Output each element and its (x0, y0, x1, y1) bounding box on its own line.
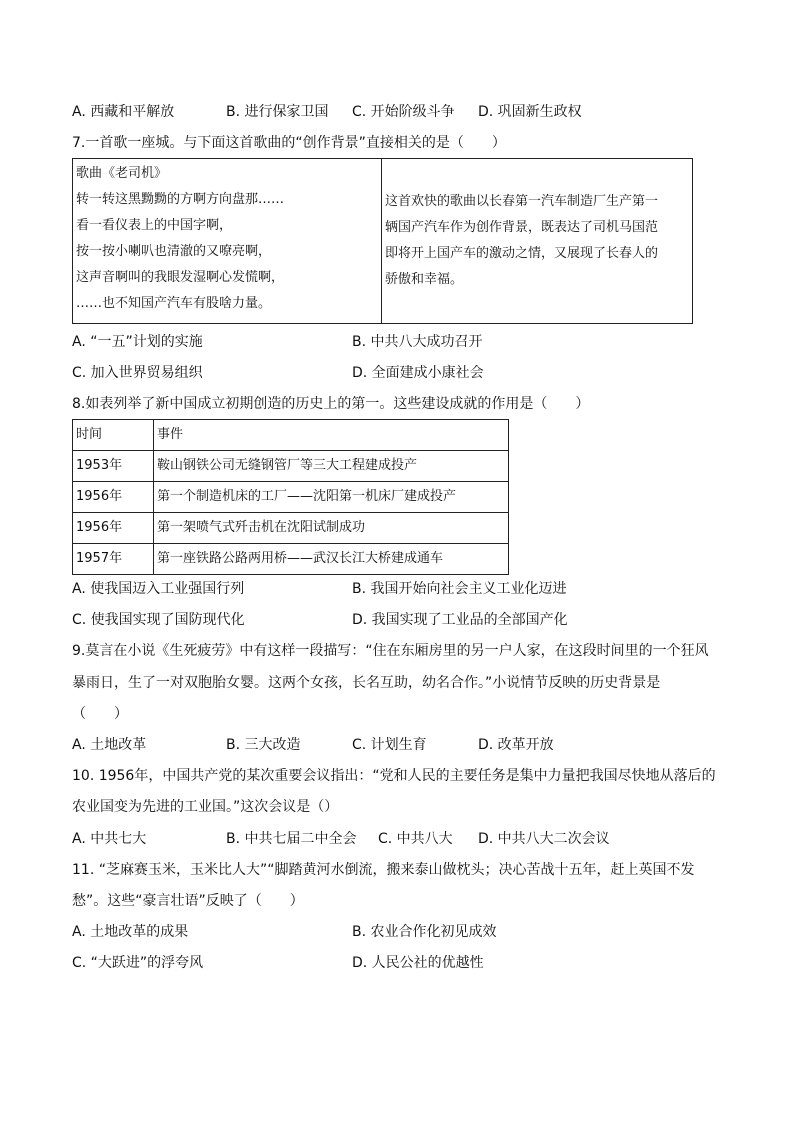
table-cell-time: 1956年 (73, 482, 154, 513)
q10-option-a: A. 中共七大 (72, 831, 147, 847)
q7-background-line: 辆国产汽车作为创作背景，既表达了司机马国范 (385, 220, 659, 235)
q9-stem-line: 9.莫言在小说《生死疲劳》中有这样一段描写：“住在东厢房里的另一户人家，在这段时间里的一个狂风 (72, 643, 709, 659)
table-cell-time: 1956年 (73, 513, 154, 544)
q8-option-d: D. 我国实现了工业品的全部国产化 (352, 612, 568, 628)
q7-song-line: 这声音啊叫的我眼发湿啊心发慌啊， (76, 270, 285, 285)
q9-option-b: B. 三大改造 (226, 737, 301, 753)
q7-option-b: B. 中共八大成功召开 (352, 334, 483, 350)
q8-table (72, 419, 509, 575)
q7-background-cell (382, 159, 693, 324)
q10-option-b: B. 中共七届二中全会 (226, 831, 357, 847)
q11-stem-line: 愁”。这些“豪言壮语”反映了（ ） (72, 893, 304, 909)
q7-song-line: 看一看仪表上的中国字啊， (76, 218, 233, 233)
q7-song-line: ……也不知国产汽车有股啥力量。 (76, 296, 272, 311)
table-cell-time: 1957年 (73, 544, 154, 575)
table-cell-event: 第一个制造机床的工厂——沈阳第一机床厂建成投产 (154, 482, 509, 513)
q10-stem-line: 10. 1956年，中国共产党的某次重要会议指出：“党和人民的主要任务是集中力量把我国尽快地从落后的 (72, 768, 716, 784)
table-cell-event: 第一架喷气式歼击机在沈阳试制成功 (154, 513, 509, 544)
q7-option-c: C. 加入世界贸易组织 (72, 365, 203, 381)
q11-option-b: B. 农业合作化初见成效 (352, 924, 497, 940)
table-header-cell: 事件 (154, 420, 509, 451)
table-cell-event: 鞍山钢铁公司无缝钢管厂等三大工程建成投产 (154, 451, 509, 482)
q9-option-a: A. 土地改革 (72, 737, 147, 753)
q7-song-title: 歌曲《老司机》 (76, 166, 168, 181)
q11-option-c: C. “大跃进”的浮夸风 (72, 955, 204, 971)
table-row (73, 482, 509, 513)
table-row (73, 513, 509, 544)
table-header-row (73, 420, 509, 451)
q6-option-a: A. 西藏和平解放 (72, 104, 175, 120)
q10-option-c: C. 中共八大 (378, 831, 453, 847)
q9-option-d: D. 改革开放 (478, 737, 554, 753)
q6-option-d: D. 巩固新生政权 (478, 104, 582, 120)
q11-stem-line: 11. “芝麻赛玉米，玉米比人大”“脚踏黄河水倒流，搬来泰山做枕头；决心苦战十五年，赶上英国不发 (72, 862, 695, 878)
table-row (73, 451, 509, 482)
q7-background-line: 即将开上国产车的激动之情，又展现了长春人的 (385, 246, 659, 261)
q7-stem: 7.一首歌一座城。与下面这首歌曲的“创作背景”直接相关的是（ ） (72, 135, 506, 151)
q7-song-table (72, 158, 693, 324)
q8-stem: 8.如表列举了新中国成立初期创造的历史上的第一。这些建设成就的作用是（ ） (72, 396, 590, 412)
q7-option-a: A. “一五”计划的实施 (72, 334, 203, 350)
q9-stem-line: （ ） (72, 706, 128, 722)
q11-option-a: A. 土地改革的成果 (72, 924, 189, 940)
q9-stem-line: 暴雨日，生了一对双胞胎女婴。这两个女孩，长名互助，幼名合作。”小说情节反映的历史背景是 (72, 675, 661, 691)
q8-option-b: B. 我国开始向社会主义工业化迈进 (352, 581, 567, 597)
q10-stem-line: 农业国变为先进的工业国。”这次会议是（） (72, 799, 339, 815)
table-header-cell: 时间 (73, 420, 154, 451)
table-cell-event: 第一座铁路公路两用桥——武汉长江大桥建成通车 (154, 544, 509, 575)
q10-option-d: D. 中共八大二次会议 (478, 831, 610, 847)
q6-option-c: C. 开始阶级斗争 (352, 104, 455, 120)
q8-option-c: C. 使我国实现了国防现代化 (72, 612, 245, 628)
q9-option-c: C. 计划生育 (352, 737, 427, 753)
q7-song-line: 转一转这黑黝黝的方啊方向盘那…… (76, 192, 285, 207)
q6-option-b: B. 进行保家卫国 (226, 104, 329, 120)
table-row (73, 544, 509, 575)
q7-background-line: 骄傲和幸福。 (385, 272, 464, 287)
q7-song-cell (73, 159, 382, 324)
table-cell-time: 1953年 (73, 451, 154, 482)
q7-background-line: 这首欢快的歌曲以长春第一汽车制造厂生产第一 (385, 194, 659, 209)
q7-song-line: 按一按小喇叭也清澈的又嘹亮啊， (76, 244, 272, 259)
q7-option-d: D. 全面建成小康社会 (352, 365, 484, 381)
q11-option-d: D. 人民公社的优越性 (352, 955, 484, 971)
q8-option-a: A. 使我国迈入工业强国行列 (72, 581, 245, 597)
